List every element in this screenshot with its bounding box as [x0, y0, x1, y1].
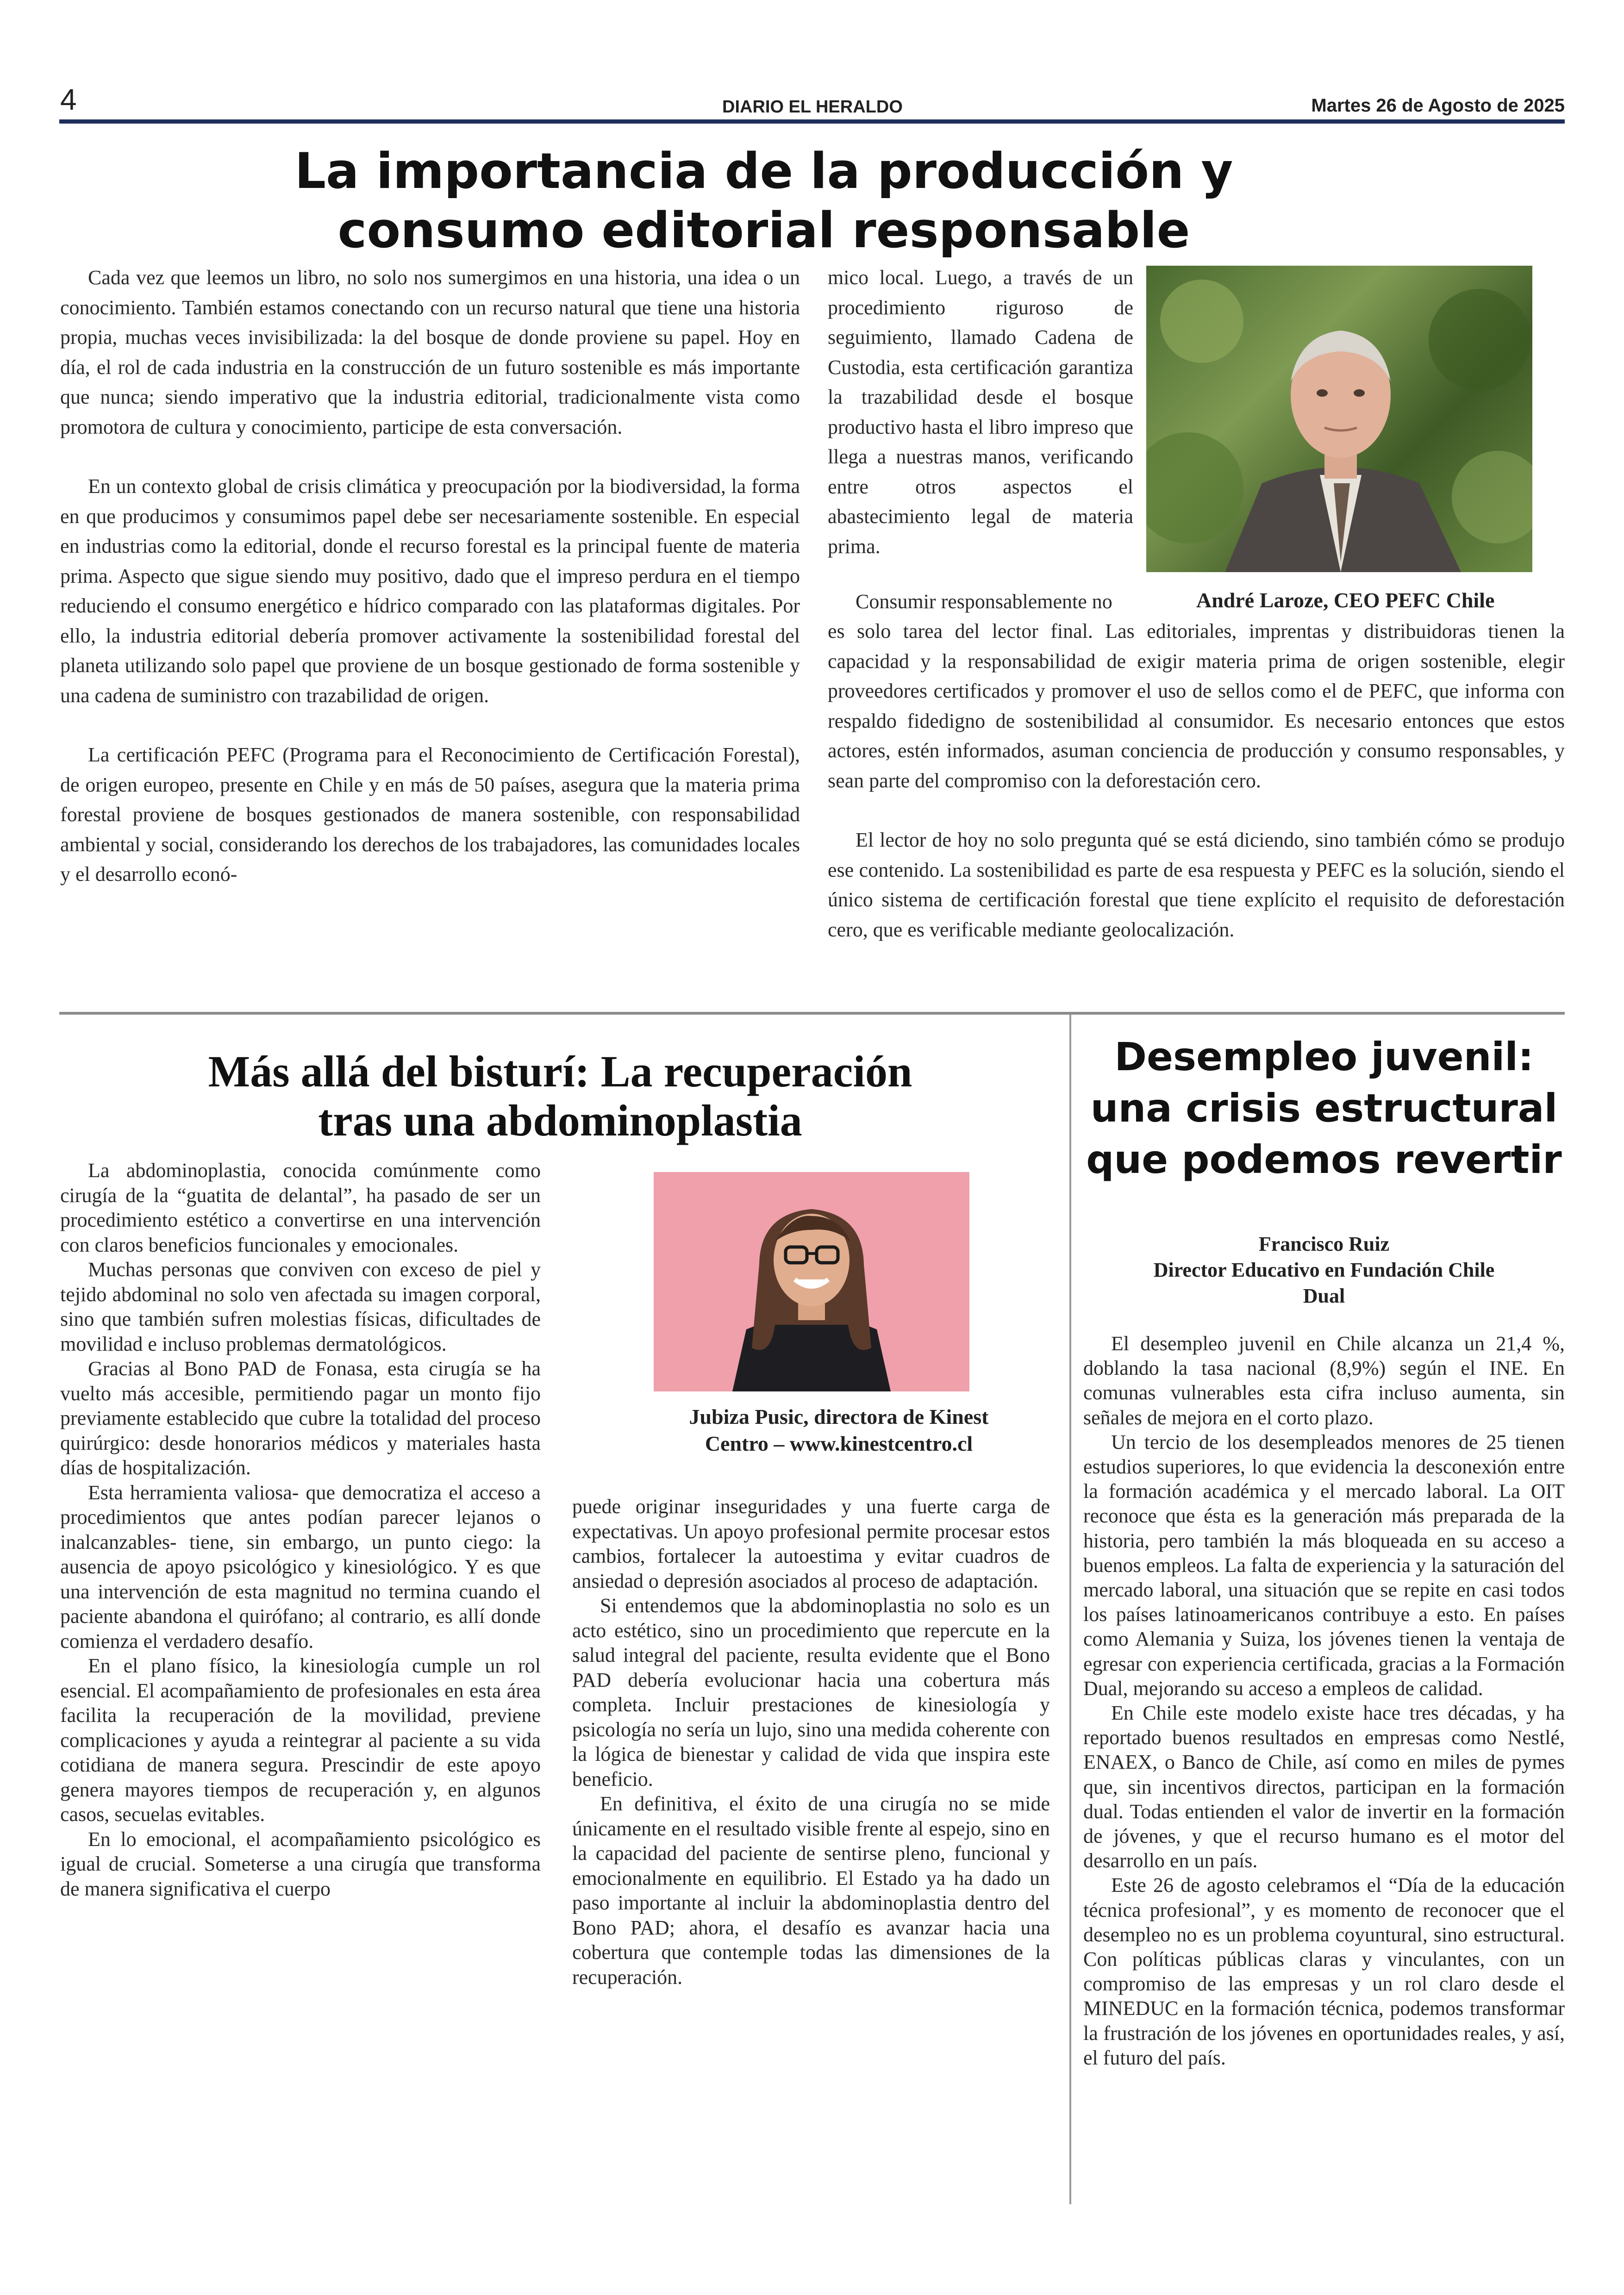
article1-column1: [60, 263, 800, 890]
article1-paragraph: La certificación PEFC (Programa para el Reconocimiento de Certificación Forestal), de origen europeo, presente en Chile y en más de 50 países, asegura que la materia prima forestal proviene de bosques gestionados de manera sostenible, con responsabilidad ambiental y social, considerando los derechos de los trabajadores, las comunidades locales y el desarrollo econó-: [60, 743, 800, 886]
article3-byline: [1083, 1231, 1565, 1309]
article2-paragraph: puede originar inseguridades y una fuerte carga de expectativas. Un apoyo profesional permite procesar estos cambios, fortalecer la autoestima y evitar cuadros de ansiedad o depresión asociados al proceso de adaptación.: [572, 1495, 1050, 1592]
column-divider: [1069, 1015, 1071, 2204]
article2-paragraph: En el plano físico, la kinesiología cumple un rol esencial. El acompañamiento de profesionales en esta área facilita la recuperación de la movilidad, previene complicaciones y ayuda a reintegrar al paciente a su vida cotidiana de manera segura. Prescindir de este apoyo genera mayores tiempos de recuperación y, en algunos casos, secuelas evitables.: [60, 1654, 541, 1826]
article2-column2: [572, 1494, 1050, 1989]
ceo-photo-caption: André Laroze, CEO PEFC Chile: [1196, 588, 1495, 612]
article1-paragraph: mico local. Luego, a través de un procedimiento riguroso de seguimiento, llamado Cadena de Custodia, esta certificación garantiza la trazabilidad desde el bosque productivo hasta el libro impreso que llega a nuestras manos, verificando entre otros aspectos el abastecimiento legal de materia prima.: [828, 266, 1133, 558]
article1-title: [231, 142, 1296, 260]
article3-title: [1083, 1031, 1565, 1185]
header-rule: [59, 119, 1565, 124]
article1-title-line2: consumo editorial responsable: [337, 202, 1190, 259]
article3-paragraph: El desempleo juvenil en Chile alcanza un 21,4 %, doblando la tasa nacional (8,9%) según el INE. En comunas vulnerables esta cifra incluso aumenta, sin señales de mejora en el corto plazo.: [1083, 1332, 1565, 1429]
author-role-line2: Dual: [1303, 1285, 1345, 1307]
article3-title-line3: que podemos revertir: [1086, 1137, 1562, 1182]
article2-title-line2: tras una abdominoplastia: [318, 1096, 802, 1145]
newspaper-name: DIARIO EL HERALDO: [722, 97, 903, 117]
director-photo-caption: [654, 1403, 1024, 1457]
article3-paragraph: Este 26 de agosto celebramos el “Día de la educación técnica profesional”, y es momento de reconocer que el desempleo no es un problema coyuntural, sino estructural. Con políticas públicas claras y vinculantes, con un compromiso de las empresas y un rol claro desde el MINEDUC en la formación técnica, podemos transformar la frustración de los jóvenes en oportunidades reales, y así, el futuro del país.: [1083, 1874, 1565, 2069]
article1-lead-text: Consumir responsablemente no: [856, 590, 1112, 613]
article2-paragraph: En definitiva, el éxito de una cirugía no se mide únicamente en el resultado visible frente al espejo, sino en la capacidad del paciente de sentirse pleno, funcional y emocionalmente en equilibrio. El Estado ya ha dado un paso importante al incluir la abdominoplastia dentro del Bono PAD; ahora, el desafío es avanzar hacia una cobertura que contemple todas las dimensiones de la recuperación.: [572, 1792, 1050, 1989]
article3-paragraph: Un tercio de los desempleados menores de 25 tienen estudios superiores, lo que evidencia la desconexión entre la formación académica y el mercado laboral. La OIT reconoce que ésta es la generación más preparada de la historia, pero también la más bloqueada en su acceso a buenos empleos. La falta de experiencia y la saturación del mercado laboral, una situación que se repite en casi todos los países latinoamericanos contribuye a esto. En países como Alemania y Suiza, los jóvenes tienen la ventaja de egresar con experiencia certificada, gracias a la Formación Dual, mejorando su acceso a empleos de calidad.: [1083, 1430, 1565, 1700]
article3-title-line2: una crisis estructural: [1090, 1085, 1558, 1131]
section-divider: [59, 1012, 1565, 1015]
article1-column2-bottom: [828, 617, 1565, 945]
page-number: 4: [60, 83, 77, 116]
author-role-line1: Director Educativo en Fundación Chile: [1153, 1259, 1495, 1281]
article2-paragraph: Gracias al Bono PAD de Fonasa, esta cirugía se ha vuelto más accesible, permitiendo pagar un monto fijo previamente establecido que cubre la totalidad del proceso quirúrgico: desde honorarios médicos y materiales hasta días de hospitalización.: [60, 1357, 541, 1479]
director-caption-line2: Centro – www.kinestcentro.cl: [705, 1432, 973, 1455]
article1-column2-top: [828, 263, 1133, 561]
issue-date: Martes 26 de Agosto de 2025: [1311, 95, 1565, 116]
article3-title-line1: Desempleo juvenil:: [1114, 1034, 1534, 1079]
article1-column2-lead: [828, 587, 1198, 617]
article2-paragraph: Si entendemos que la abdominoplastia no solo es un acto estético, sino un procedimiento que repercute en la salud integral del paciente, resulta evidente que el Bono PAD debería evolucionar hacia una cobertura más completa. Incluir prestaciones de kinesiología y psicología no sería un lujo, sino una medida coherente con la lógica de bienestar y calidad de vida que inspira este beneficio.: [572, 1594, 1050, 1790]
article1-paragraph: es solo tarea del lector final. Las editoriales, imprentas y distribuidoras tienen la capacidad y la responsabilidad de exigir materia prima de origen sostenible, elegir proveedores certificados y promover el uso de sellos como el de PEFC, que informa con respaldo fidedigno de sostenibilidad al consumidor. Es necesario entonces que estos actores, estén informados, asuman conciencia de producción y consumo responsables, y sean parte del compromiso con la deforestación cero.: [828, 620, 1565, 792]
article1-paragraph: En un contexto global de crisis climática y preocupación por la biodiversidad, la forma en que producimos y consumimos papel debe ser necesariamente sostenible. En especial en industrias como la editorial, donde el recurso forestal es la principal fuente de materia prima. Aspecto que sigue siendo muy positivo, dado que el impreso perdura en el tiempo reduciendo el consumo energético e hídrico comparado con las plataformas digitales. Por ello, la industria editorial debería promover activamente la sostenibilidad forestal del planeta utilizando solo papel que proviene de un bosque gestionado de forma sostenible y una cadena de suministro con trazabilidad de origen.: [60, 475, 800, 707]
article2-title-line1: Más allá del bisturí: La recuperación: [208, 1047, 912, 1096]
article3-column: [1083, 1331, 1565, 2070]
ceo-portrait-image: [1146, 266, 1532, 572]
article1-title-line1: La importancia de la producción y: [294, 143, 1233, 200]
author-name: Francisco Ruiz: [1258, 1233, 1390, 1255]
ceo-photo: [1146, 266, 1532, 572]
article1-paragraph: Cada vez que leemos un libro, no solo nos sumergimos en una historia, una idea o un conocimiento. También estamos conectando con un recurso natural que tiene una historia propia, muchas veces invisibilizada: la del bosque de donde proviene su papel. Hoy en día, el rol de cada industria en la construcción de un futuro sostenible es más importante que nunca; siendo imperativo que la industria editorial, tradicionalmente vista como promotora de cultura y conocimiento, participe de esta conversación.: [60, 266, 800, 438]
article2-paragraph: Muchas personas que conviven con exceso de piel y tejido abdominal no solo ven afectada su imagen corporal, sino que también sufren molestias físicas, dificultades de movilidad e incluso problemas dermatológicos.: [60, 1258, 541, 1355]
article1-paragraph: El lector de hoy no solo pregunta qué se está diciendo, sino también cómo se produjo ese contenido. La sostenibilidad es parte de esa respuesta y PEFC es la solución, siendo el único sistema de certificación forestal que tiene explícito el requisito de deforestación cero, que es verificable mediante geolocalización.: [828, 829, 1565, 941]
article2-paragraph: Esta herramienta valiosa- que democratiza el acceso a procedimientos que antes podían parecer lejanos o inalcanzables- tiene, sin embargo, un punto ciego: la ausencia de apoyo psicológico y kinesiológico. Y es que una intervención de esta magnitud no termina cuando el paciente abandona el quirófano; al contrario, es allí donde comienza el verdadero desafío.: [60, 1481, 541, 1653]
director-photo: [654, 1172, 969, 1391]
director-portrait-image: [654, 1172, 969, 1391]
article3-paragraph: En Chile este modelo existe hace tres décadas, y ha reportado buenos resultados en empresas como Nestlé, ENAEX, o Banco de Chile, así como en miles de pymes que, sin incentivos directos, participan en la formación dual. Todas entienden el valor de invertir en la formación de jóvenes, y que el recurso humano es el motor del desarrollo en un país.: [1083, 1702, 1565, 1872]
article2-paragraph: En lo emocional, el acompañamiento psicológico es igual de crucial. Someterse a una cirugía que transforma de manera significativa el cuerpo: [60, 1827, 541, 1900]
director-caption-line1: Jubiza Pusic, directora de Kinest: [689, 1405, 989, 1428]
article2-title: [60, 1047, 1060, 1145]
article2-paragraph: La abdominoplastia, conocida comúnmente como cirugía de la “guatita de delantal”, ha pasado de ser un procedimiento estético a convertirse en una intervención con claros beneficios funcionales y emocionales.: [60, 1159, 541, 1256]
article2-column1: [60, 1158, 541, 1901]
